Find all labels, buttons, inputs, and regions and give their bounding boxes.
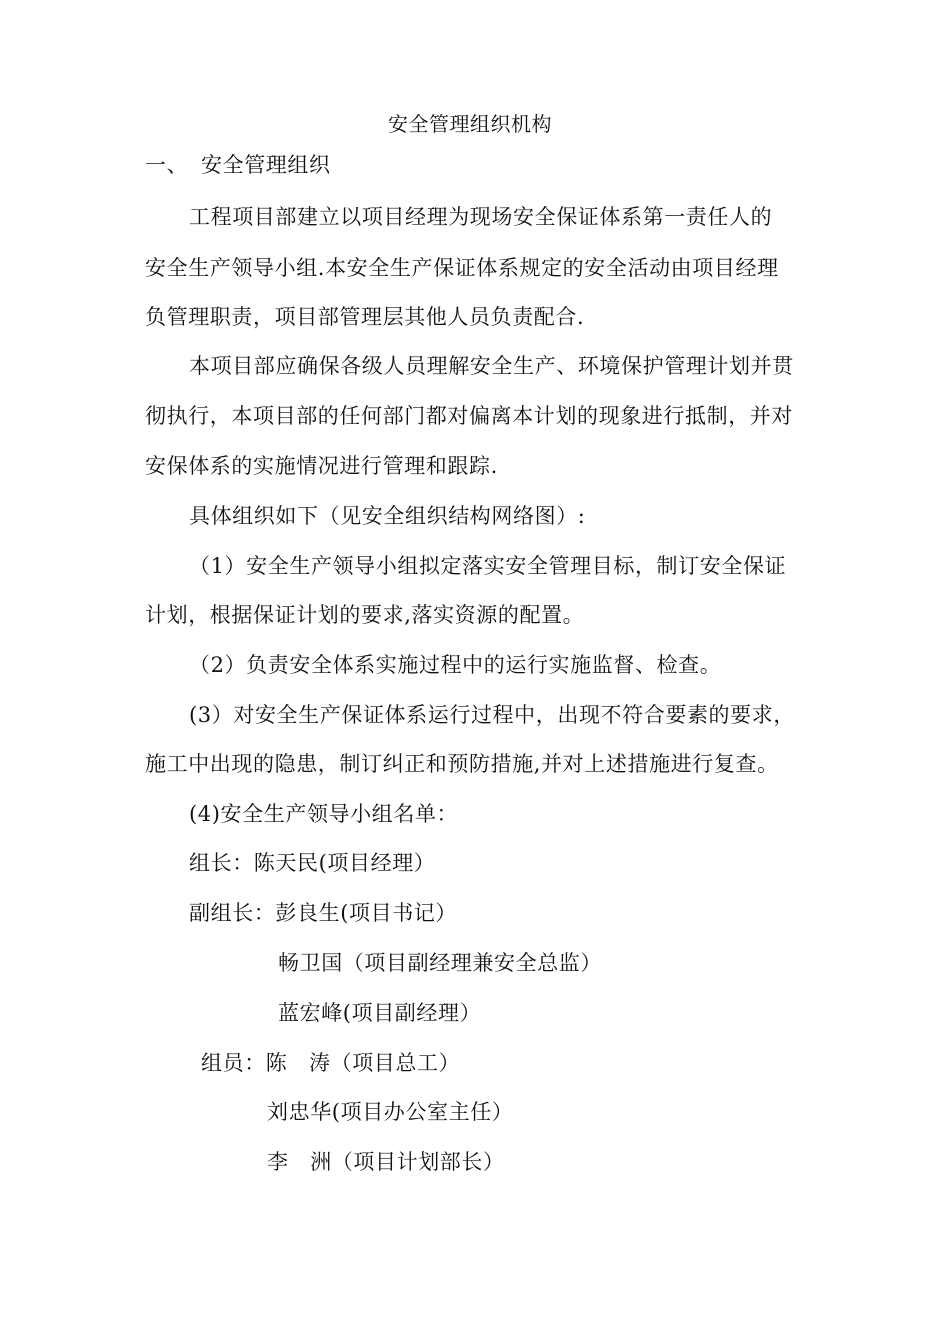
list-item-line: 计划，根据保证计划的要求,落实资源的配置。 <box>145 603 585 627</box>
roster-member: 李 洲（项目计划部长） <box>267 1150 505 1174</box>
paragraph-line: 彻执行，本项目部的任何部门都对偏离本计划的现象进行抵制，并对 <box>145 404 793 428</box>
roster-deputy: 蓝宏峰(项目副经理） <box>278 1001 482 1025</box>
paragraph-line: 工程项目部建立以项目经理为现场安全保证体系第一责任人的 <box>189 205 773 229</box>
roster-leader: 组长：陈天民(项目经理） <box>189 851 436 875</box>
list-item-line: 施工中出现的隐患，制订纠正和预防措施,并对上述措施进行复查。 <box>145 752 779 776</box>
paragraph-line: 负管理职责，项目部管理层其他人员负责配合. <box>145 305 585 329</box>
roster-deputy: 副组长：彭良生(项目书记） <box>189 901 457 925</box>
roster-deputy: 畅卫国（项目副经理兼安全总监） <box>278 951 602 975</box>
paragraph-line: 安全生产领导小组.本安全生产保证体系规定的安全活动由项目经理 <box>145 256 779 280</box>
list-item-line: （1）安全生产领导小组拟定落实安全管理目标，制订安全保证 <box>189 554 787 578</box>
section-number: 一、 <box>145 153 189 177</box>
paragraph-line: 本项目部应确保各级人员理解安全生产、环境保护管理计划并贯 <box>189 354 794 378</box>
roster-member: 组员：陈 涛（项目总工） <box>201 1051 461 1075</box>
paragraph-line: 具体组织如下（见安全组织结构网络图）: <box>189 504 586 528</box>
roster-member: 刘忠华(项目办公室主任） <box>267 1100 514 1124</box>
list-item-line: (4)安全生产领导小组名单： <box>189 802 459 826</box>
section-heading: 安全管理组织 <box>201 153 331 177</box>
list-item-line: （2）负责安全体系实施过程中的运行实施监督、检查。 <box>189 653 722 677</box>
document-title: 安全管理组织机构 <box>388 112 552 136</box>
paragraph-line: 安保体系的实施情况进行管理和跟踪. <box>145 454 498 478</box>
list-item-line: (3）对安全生产保证体系运行过程中，出现不符合要素的要求， <box>189 703 795 727</box>
